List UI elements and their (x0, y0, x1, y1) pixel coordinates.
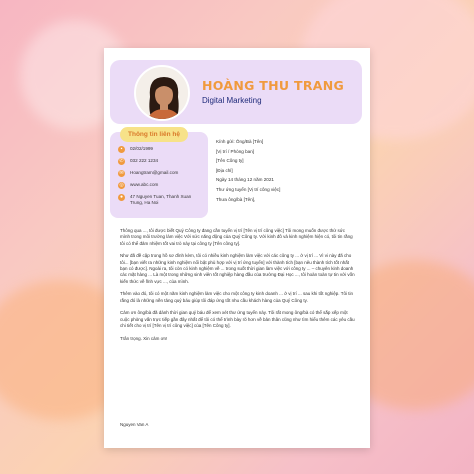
contact-website: www.abc.com (130, 182, 159, 187)
signature-name: Nguyen Van A (120, 422, 149, 427)
email-icon: ✉ (119, 170, 124, 176)
contact-row-phone (118, 158, 200, 165)
letter-subject: Thư ứng tuyển [Vị trí công việc] (216, 186, 281, 192)
location-icon: ● (119, 194, 124, 200)
recipient-line: [Vị trí / Phòng ban] (216, 148, 255, 154)
letter-salutation: Thưa ông/bà [Tên], (216, 196, 256, 202)
letter-paragraph: Cảm ơn ông/bà đã dành thời gian quý báu để xem xét thư ứng tuyển này. Tôi rất mong ông/bà có thể sắp xếp một cuộc phỏng vấn trực tiếp gần đây nhất để tôi có thể trình bày rõ hơn về bản thân cũng như tìm hiểu thêm các yêu cầu chi tiết cho vị trí [Tên vị trí công việc] của [Tên Công ty]. (120, 310, 355, 329)
letter-date: Ngày 14 tháng 12 năm 2021 (216, 177, 274, 183)
contact-row-website (118, 182, 200, 189)
contact-address: 47 Nguyen Tuan, Thanh Xuan Trung, Ha Noi (130, 194, 192, 205)
recipient-line: [Địa chỉ] (216, 167, 233, 173)
recipient-line: [Tên Công ty] (216, 158, 244, 164)
web-icon: ◎ (119, 182, 124, 188)
profile-photo-icon (136, 67, 190, 121)
letter-paragraph: Như đã đề cập trong hồ sơ đính kèm, tôi có nhiều kinh nghiệm làm việc với các công ty ... ở vị trí ... Vì vi này đã cho tôi... [bạn viết ra những kinh nghiệm nổi bật phù hợp với vị trí ứng tuyển] với thành tích [bạn nêu thành tích tốt nhất bạn có được]. Ngoài ra, tôi còn có kinh nghiệm về ... trong suốt thời gian làm việc với công ty ... – chuyên kinh doanh các mặt hàng ... Là một trong những sinh viên tốt nghiệp hàng đầu của trường Đại Học ..., tôi hoàn toàn tự tin với vốn kiến thức về lĩnh vực ..., của mình. (120, 253, 355, 284)
candidate-name: HOÀNG THU TRANG (202, 78, 345, 93)
candidate-role: Digital Marketing (202, 96, 262, 105)
contact-section-title: Thông tin liên hệ (120, 127, 188, 142)
phone-icon: ✆ (119, 158, 124, 164)
contact-row-email (118, 170, 200, 177)
contact-phone: 032 222 1234 (130, 158, 159, 163)
letter-closing: Trân trọng. Xin cảm ơn! (120, 335, 168, 341)
letter-paragraph: Thêm vào đó, tôi có một năm kinh nghiệm làm việc cho một công ty kinh doanh ... ở vị trí ... sau khi tốt nghiệp. Tôi tin rằng đó là những nền tảng quý báu giúp tôi đáp ứng tốt nhu cầu khách hàng của Quý Công ty. (120, 291, 353, 303)
letter-paragraph: Thông qua ..., tôi được biết Quý Công ty đang cần tuyển vị trí [Tên vị trí công việc] Tôi mong muốn được thử sức mình trong môi trường làm việc Với sức năng động của Quý Công ty. Với kinh đô và kinh nghiệm hiện có, tôi tin rằng tôi có thể đảm nhiệm tốt vai trò này tại công ty [Tên công ty]. (120, 228, 353, 246)
cover-letter-page (104, 48, 370, 448)
letter-body (120, 228, 356, 349)
header-banner (110, 60, 362, 124)
recipient-block (216, 137, 280, 204)
contact-birthday: 02/02/1999 (130, 146, 153, 151)
contact-row-birthday (118, 146, 200, 153)
recipient-line: Kính gửi: Ông/Bà [Tên] (216, 139, 264, 144)
contact-email: Hoangtram@gmail.com (130, 170, 179, 175)
avatar (134, 65, 190, 121)
calendar-icon: ▪ (118, 146, 125, 153)
contact-row-address (118, 194, 200, 206)
contact-section (110, 132, 208, 218)
